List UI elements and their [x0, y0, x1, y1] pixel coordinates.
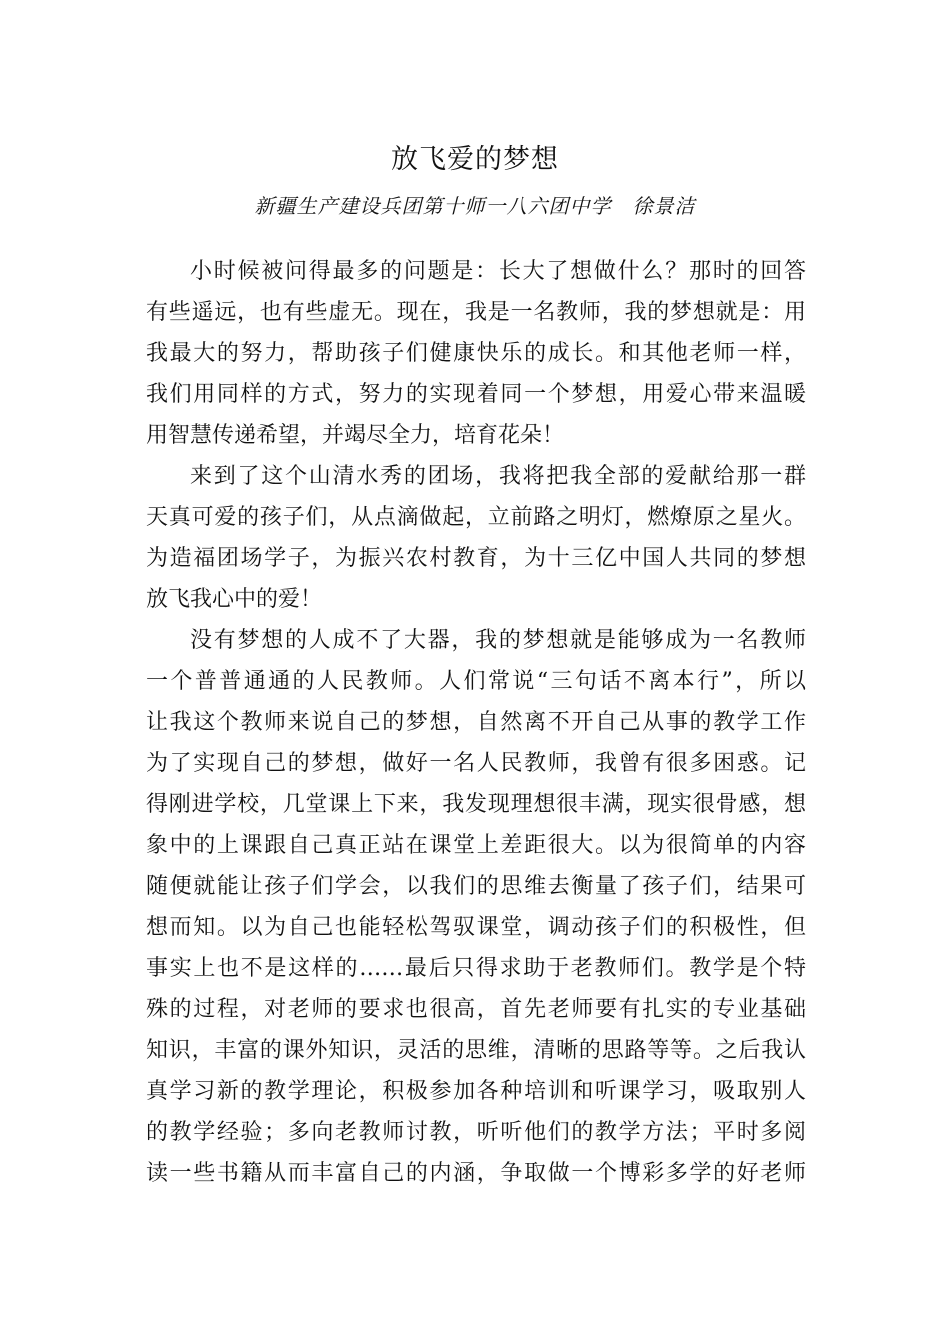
body-line: 想而知。以为自己也能轻松驾驭课堂，调动孩子们的积极性，但 — [146, 915, 806, 940]
document-author: 新疆生产建设兵团第十师一八六团中学 徐景洁 — [254, 194, 696, 218]
body-line: 的教学经验；多向老教师讨教，听听他们的教学方法；平时多阅 — [146, 1120, 806, 1145]
document-title: 放飞爱的梦想 — [391, 144, 559, 175]
document-body — [146, 251, 806, 1194]
body-line: 象中的上课跟自己真正站在课堂上差距很大。以为很简单的内容 — [146, 833, 806, 858]
body-line: 真学习新的教学理论，积极参加各种培训和听课学习，吸取别人 — [146, 1079, 806, 1104]
body-line: 为造福团场学子，为振兴农村教育，为十三亿中国人共同的梦想 — [146, 546, 806, 571]
body-line: 一个普普通通的人民教师。人们常说“三句话不离本行”，所以 — [146, 669, 806, 694]
body-line: 有些遥远，也有些虚无。现在，我是一名教师，我的梦想就是：用 — [146, 300, 806, 325]
body-line: 为了实现自己的梦想，做好一名人民教师，我曾有很多困惑。记 — [146, 751, 806, 776]
body-line: 读一些书籍从而丰富自己的内涵，争取做一个博彩多学的好老师 — [146, 1161, 806, 1186]
body-line: 小时候被问得最多的问题是：长大了想做什么？那时的回答 — [190, 259, 806, 284]
body-line: 来到了这个山清水秀的团场，我将把我全部的爱献给那一群 — [190, 464, 806, 489]
body-line: 我们用同样的方式，努力的实现着同一个梦想，用爱心带来温暖 — [146, 382, 806, 407]
body-line: 让我这个教师来说自己的梦想，自然离不开自己从事的教学工作 — [146, 710, 806, 735]
body-line: 我最大的努力，帮助孩子们健康快乐的成长。和其他老师一样， — [146, 341, 806, 366]
body-line: 事实上也不是这样的……最后只得求助于老教师们。教学是个特 — [146, 956, 806, 981]
body-line: 天真可爱的孩子们，从点滴做起，立前路之明灯，燃燎原之星火。 — [146, 505, 806, 530]
body-line: 放飞我心中的爱！ — [146, 587, 323, 612]
body-line: 没有梦想的人成不了大器，我的梦想就是能够成为一名教师 — [190, 628, 806, 653]
body-line: 用智慧传递希望，并竭尽全力，培育花朵！ — [146, 423, 565, 448]
body-line: 随便就能让孩子们学会，以我们的思维去衡量了孩子们，结果可 — [146, 874, 806, 899]
body-line: 知识，丰富的课外知识，灵活的思维，清晰的思路等等。之后我认 — [146, 1038, 806, 1063]
body-line: 殊的过程，对老师的要求也很高，首先老师要有扎实的专业基础 — [146, 997, 806, 1022]
body-line: 得刚进学校，几堂课上下来，我发现理想很丰满，现实很骨感，想 — [146, 792, 806, 817]
